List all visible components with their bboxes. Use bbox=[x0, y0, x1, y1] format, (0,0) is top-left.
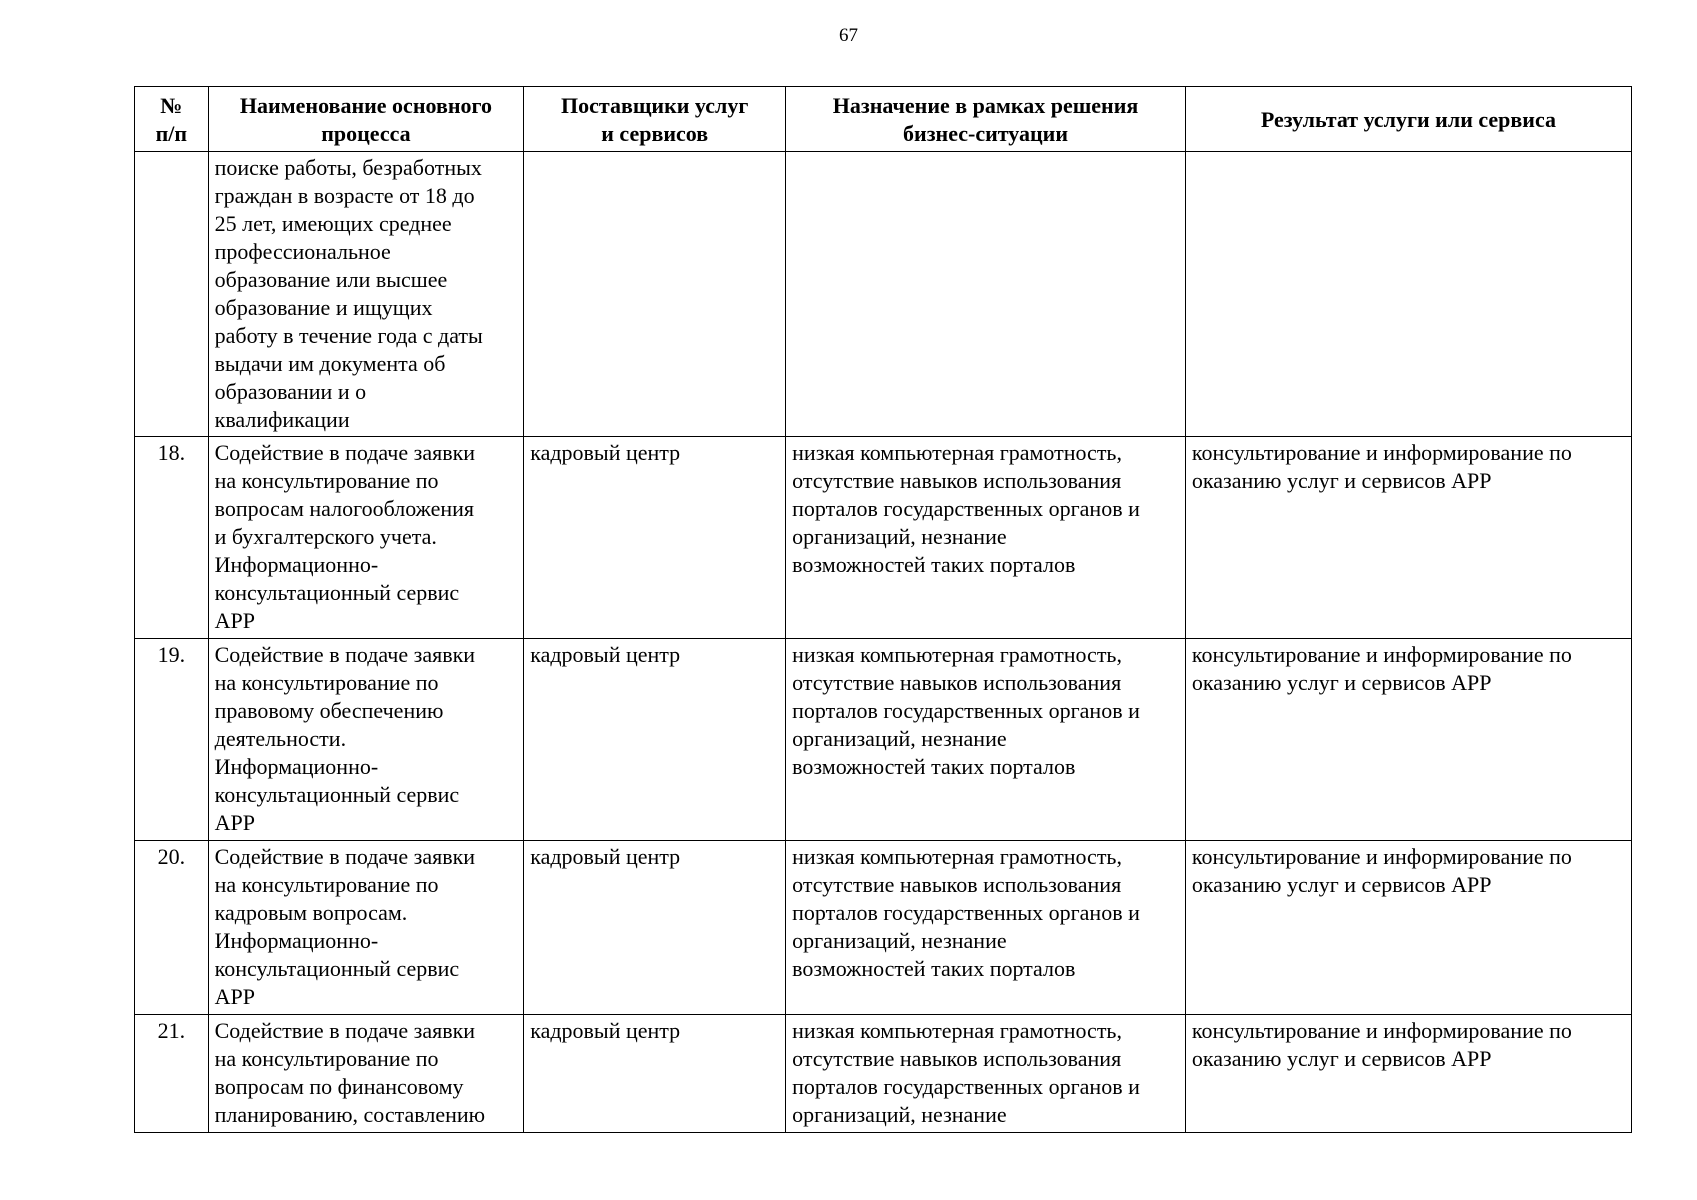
cell-line: кадровый центр bbox=[530, 844, 681, 869]
header-result bbox=[1185, 87, 1631, 152]
cell-process bbox=[208, 152, 524, 437]
header-line: бизнес-ситуации bbox=[903, 121, 1069, 146]
cell-result bbox=[1185, 152, 1631, 437]
cell-line: Информационно- bbox=[214, 754, 379, 779]
header-providers bbox=[524, 87, 786, 152]
cell-line: вопросам по финансовому bbox=[214, 1074, 464, 1099]
cell-line: на консультирование по bbox=[214, 872, 439, 897]
cell-line: отсутствие навыков использования bbox=[792, 1046, 1122, 1071]
cell-line: кадровый центр bbox=[530, 440, 681, 465]
cell-providers bbox=[524, 437, 786, 639]
cell-line: консультирование и информирование по bbox=[1191, 440, 1572, 465]
cell-process bbox=[208, 639, 524, 841]
cell-line: отсутствие навыков использования bbox=[792, 872, 1122, 897]
cell-line: порталов государственных органов и bbox=[792, 496, 1140, 521]
page-number: 67 bbox=[839, 25, 858, 46]
cell-providers bbox=[524, 152, 786, 437]
cell-line: и бухгалтерского учета. bbox=[214, 524, 437, 549]
cell-purpose bbox=[786, 1015, 1186, 1133]
cell-line: консультирование и информирование по bbox=[1191, 642, 1572, 667]
table-row bbox=[135, 841, 1632, 1015]
cell-purpose bbox=[786, 152, 1186, 437]
cell-line: кадровый центр bbox=[530, 642, 681, 667]
cell-line: консультационный сервис bbox=[214, 580, 460, 605]
header-num bbox=[135, 87, 209, 152]
cell-line: кадровым вопросам. bbox=[214, 900, 408, 925]
header-line: Результат услуги или сервиса bbox=[1260, 107, 1556, 132]
cell-line: АРР bbox=[214, 984, 255, 1009]
cell-line: возможностей таких порталов bbox=[792, 956, 1076, 981]
cell-purpose bbox=[786, 841, 1186, 1015]
header-line: Поставщики услуг bbox=[561, 93, 749, 118]
table-row bbox=[135, 639, 1632, 841]
cell-line: граждан в возрасте от 18 до bbox=[214, 183, 475, 208]
header-process bbox=[208, 87, 524, 152]
cell-line: низкая компьютерная грамотность, bbox=[792, 440, 1122, 465]
cell-line: оказанию услуг и сервисов АРР bbox=[1191, 468, 1492, 493]
cell-process bbox=[208, 1015, 524, 1133]
cell-line: 25 лет, имеющих среднее bbox=[214, 211, 452, 236]
cell-line: Информационно- bbox=[214, 928, 379, 953]
cell-line: порталов государственных органов и bbox=[792, 1074, 1140, 1099]
cell-line: консультирование и информирование по bbox=[1191, 844, 1572, 869]
cell-line: низкая компьютерная грамотность, bbox=[792, 1018, 1122, 1043]
cell-result bbox=[1185, 639, 1631, 841]
cell-process bbox=[208, 437, 524, 639]
cell-line: образование и ищущих bbox=[214, 295, 433, 320]
cell-line: низкая компьютерная грамотность, bbox=[792, 844, 1122, 869]
cell-num bbox=[135, 152, 209, 437]
cell-line: оказанию услуг и сервисов АРР bbox=[1191, 872, 1492, 897]
header-line: Назначение в рамках решения bbox=[832, 93, 1139, 118]
table-row bbox=[135, 1015, 1632, 1133]
cell-line: Информационно- bbox=[214, 552, 379, 577]
cell-line: консультационный сервис bbox=[214, 782, 460, 807]
header-line: № bbox=[160, 93, 183, 118]
cell-result bbox=[1185, 1015, 1631, 1133]
cell-process bbox=[208, 841, 524, 1015]
cell-line: на консультирование по bbox=[214, 1046, 439, 1071]
cell-line: организаций, незнание bbox=[792, 726, 1007, 751]
cell-line: образование или высшее bbox=[214, 267, 448, 292]
cell-line: АРР bbox=[214, 608, 255, 633]
cell-line: порталов государственных органов и bbox=[792, 698, 1140, 723]
cell-line: Содействие в подаче заявки bbox=[214, 1018, 476, 1043]
cell-line: кадровый центр bbox=[530, 1018, 681, 1043]
cell-num: 20. bbox=[135, 841, 209, 1015]
cell-line: отсутствие навыков использования bbox=[792, 468, 1122, 493]
cell-num: 19. bbox=[135, 639, 209, 841]
cell-line: отсутствие навыков использования bbox=[792, 670, 1122, 695]
cell-num: 21. bbox=[135, 1015, 209, 1133]
cell-line: консультационный сервис bbox=[214, 956, 460, 981]
cell-line: выдачи им документа об bbox=[214, 351, 446, 376]
cell-result bbox=[1185, 437, 1631, 639]
cell-line: АРР bbox=[214, 810, 255, 835]
cell-result bbox=[1185, 841, 1631, 1015]
table-header-row bbox=[135, 87, 1632, 152]
header-line: п/п bbox=[155, 121, 188, 146]
cell-line: организаций, незнание bbox=[792, 1102, 1007, 1127]
cell-line: возможностей таких порталов bbox=[792, 552, 1076, 577]
cell-line: квалификации bbox=[214, 407, 350, 432]
cell-line: Содействие в подаче заявки bbox=[214, 642, 476, 667]
cell-line: поиске работы, безработных bbox=[214, 155, 482, 180]
cell-line: на консультирование по bbox=[214, 670, 439, 695]
cell-line: консультирование и информирование по bbox=[1191, 1018, 1572, 1043]
cell-line: планированию, составлению bbox=[214, 1102, 486, 1127]
cell-line: организаций, незнание bbox=[792, 928, 1007, 953]
cell-line: оказанию услуг и сервисов АРР bbox=[1191, 1046, 1492, 1071]
cell-providers bbox=[524, 639, 786, 841]
cell-line: вопросам налогообложения bbox=[214, 496, 475, 521]
cell-line: работу в течение года с даты bbox=[214, 323, 483, 348]
cell-line: возможностей таких порталов bbox=[792, 754, 1076, 779]
table-row-continuation bbox=[135, 152, 1632, 437]
header-line: процесса bbox=[321, 121, 411, 146]
header-line: и сервисов bbox=[601, 121, 709, 146]
cell-line: правовому обеспечению bbox=[214, 698, 444, 723]
header-line: Наименование основного bbox=[239, 93, 492, 118]
cell-providers bbox=[524, 841, 786, 1015]
cell-line: деятельности. bbox=[214, 726, 347, 751]
cell-line: на консультирование по bbox=[214, 468, 439, 493]
cell-line: Содействие в подаче заявки bbox=[214, 440, 476, 465]
header-purpose bbox=[786, 87, 1186, 152]
cell-line: порталов государственных органов и bbox=[792, 900, 1140, 925]
table-row bbox=[135, 437, 1632, 639]
cell-line: Содействие в подаче заявки bbox=[214, 844, 476, 869]
cell-num: 18. bbox=[135, 437, 209, 639]
services-table bbox=[134, 86, 1632, 1133]
cell-line: образовании и о bbox=[214, 379, 367, 404]
cell-line: профессиональное bbox=[214, 239, 391, 264]
cell-providers bbox=[524, 1015, 786, 1133]
cell-line: оказанию услуг и сервисов АРР bbox=[1191, 670, 1492, 695]
cell-line: организаций, незнание bbox=[792, 524, 1007, 549]
cell-purpose bbox=[786, 639, 1186, 841]
cell-line: низкая компьютерная грамотность, bbox=[792, 642, 1122, 667]
cell-purpose bbox=[786, 437, 1186, 639]
